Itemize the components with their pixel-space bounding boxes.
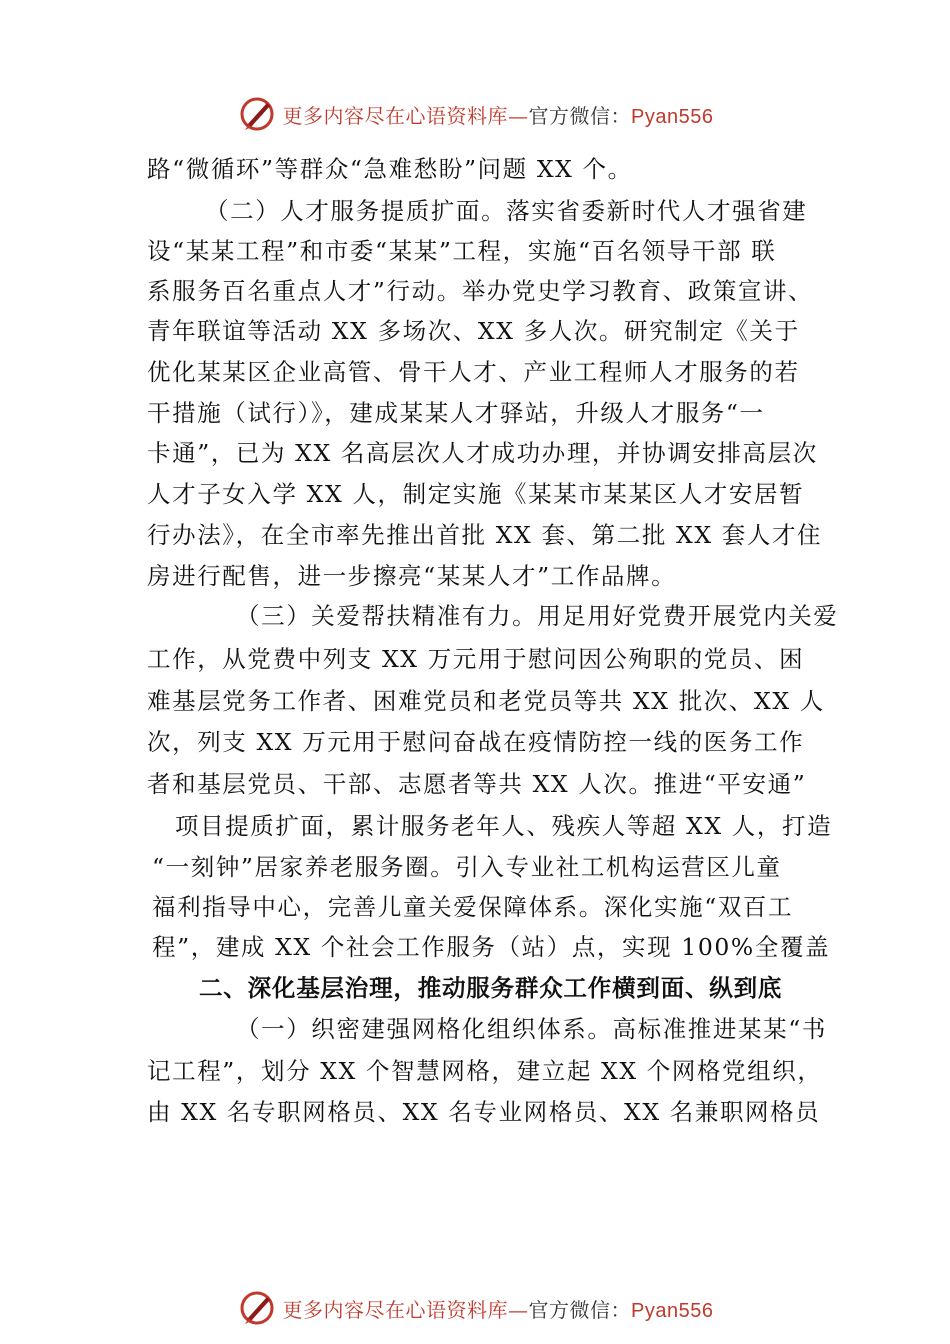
banner-wechat-label: 官方微信： [528,1297,632,1322]
banner-wechat-id: Pyan556 [631,1299,714,1322]
text-line: 工作，从党费中列支 XX 万元用于慰问因公殉职的党员、困 [147,645,805,673]
text-line: 记工程”，划分 XX 个智慧网格，建立起 XX 个网格党组织， [147,1057,823,1085]
banner-wechat-id: Pyan556 [631,105,714,128]
text-line: 者和基层党员、干部、志愿者等共 XX 人次。推进“平安通” [147,770,807,798]
text-line: 难基层党务工作者、困难党员和老党员等共 XX 批次、XX 人 [147,687,825,715]
text-line: 由 XX 名专职网格员、XX 名专业网格员、XX 名兼职网格员 [147,1098,821,1126]
text-line: 次，列支 XX 万元用于慰问奋战在疫情防控一线的医务工作 [147,728,805,756]
banner-main-text: 更多内容尽在心语资料库— [282,1297,529,1322]
banner-text [283,1294,714,1323]
banner-text [283,100,714,129]
paragraph-heading-line: （一）织密建强网格化组织体系。高标准推进某某“书 [236,1015,827,1043]
text-line: 程”，建成 XX 个社会工作服务（站）点，实现 100%全覆盖 [152,933,831,961]
text-line: “一刻钟”居家养老服务圈。引入专业社工机构运营区儿童 [152,853,782,881]
section-heading: 二、深化基层治理，推动服务群众工作横到面、纵到底 [199,974,783,1002]
text-line: 干措施（试行）》，建成某某人才驿站，升级人才服务“一 [147,399,765,427]
text-line: 优化某某区企业高管、骨干人才、产业工程师人才服务的若 [147,358,800,386]
quill-circle-icon [237,94,277,134]
text-line: 设“某某工程”和市委“某某”工程，实施“百名领导干部 联 [147,237,777,265]
text-line: 系服务百名重点人才”行动。举办党史学习教育、政策宣讲、 [147,277,814,305]
footer-banner [0,1286,950,1330]
text-line: 行办法》，在全市率先推出首批 XX 套、第二批 XX 套人才住 [147,521,823,549]
text-line: 青年联谊等活动 XX 多场次、XX 多人次。研究制定《关于 [147,317,800,345]
paragraph-heading-line: （二）人才服务提质扩面。落实省委新时代人才强省建 [205,197,808,225]
paragraph-heading-line: （三）关爱帮扶精准有力。用足用好党费开展党内关爱 [236,602,839,630]
text-line: 房进行配售，进一步擦亮“某某人才”工作品牌。 [147,562,677,590]
text-line: 路“微循环”等群众“急难愁盼”问题 XX 个。 [147,155,633,183]
banner-wechat-label: 官方微信： [528,103,632,128]
header-banner [0,92,950,136]
quill-circle-icon [237,1288,277,1328]
text-line: 卡通”，已为 XX 名高层次人才成功办理，并协调安排高层次 [147,439,818,467]
text-line: 项目提质扩面，累计服务老年人、残疾人等超 XX 人，打造 [175,812,833,840]
text-line: 福利指导中心，完善儿童关爱保障体系。深化实施“双百工 [152,893,794,921]
text-line: 人才子女入学 XX 人，制定实施《某某市某某区人才安居暂 [147,480,805,508]
banner-main-text: 更多内容尽在心语资料库— [282,103,529,128]
